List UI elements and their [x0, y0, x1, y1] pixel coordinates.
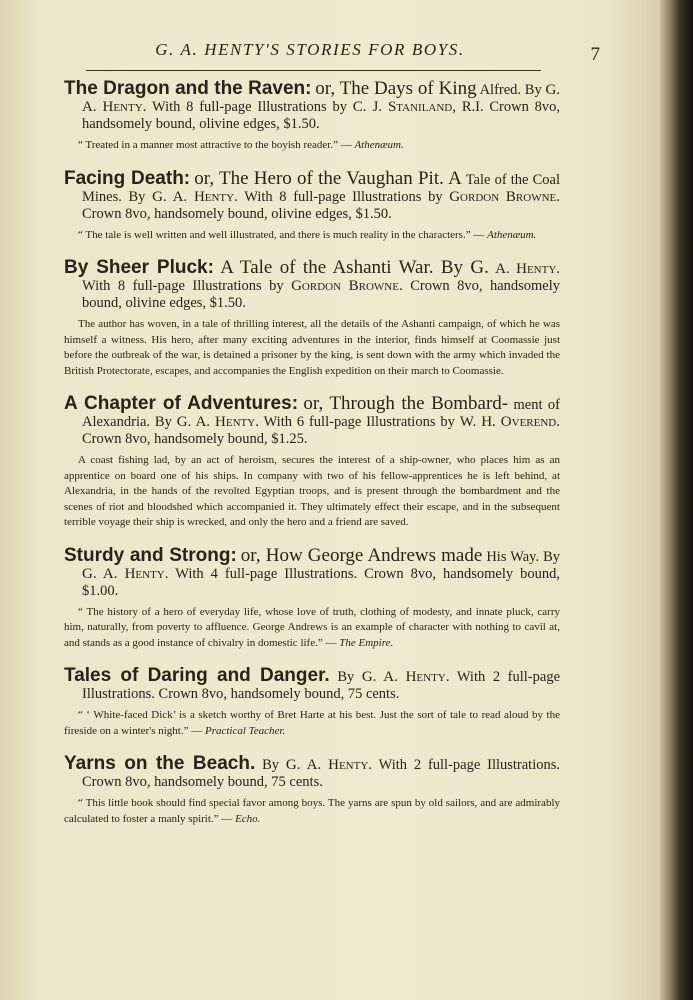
- header-rule: [86, 70, 541, 71]
- book-subtitle: or, The Days of King: [315, 78, 477, 99]
- book-author: G. A. Henty.: [176, 414, 259, 430]
- book-entry: [64, 259, 560, 379]
- review-quote: [64, 708, 560, 739]
- desc-text: With 8 full-page Illustrations by: [82, 278, 284, 294]
- book-title: Yarns on the Beach.: [64, 753, 256, 774]
- review-quote: [64, 453, 560, 531]
- book-description: [64, 80, 560, 133]
- book-entry: [64, 80, 560, 154]
- desc-text: By: [337, 669, 355, 685]
- book-author: G. A. Henty.: [82, 565, 169, 582]
- book-author: G. A. Henty.: [285, 757, 373, 773]
- book-spine: [660, 0, 693, 1000]
- book-title: The Dragon and the Raven:: [64, 78, 312, 99]
- desc-text: By: [262, 757, 280, 773]
- desc-text: His Way. By: [486, 548, 560, 565]
- running-head: G. A. HENTY'S STORIES FOR BOYS.: [155, 40, 465, 59]
- review-quote: [64, 228, 560, 244]
- book-title: Tales of Daring and Danger.: [64, 665, 330, 686]
- review-quote: [64, 605, 560, 652]
- book-entry: [64, 667, 560, 739]
- book-author: A. Henty.: [495, 261, 561, 277]
- book-subtitle: or, The Hero of the Vaughan Pit. A: [194, 167, 462, 189]
- quote-text: “ The tale is well written and well illustrated, and there is much reality in the characters.” —: [78, 228, 485, 241]
- book-illustrator: Gordon Browne.: [291, 278, 403, 294]
- desc-text: With 4 full-page Illustrations. Crown 8vo, handsomely bound, $1.00.: [82, 565, 560, 599]
- quote-text: “ The history of a hero of everyday life, whose love of truth, clothing of modesty, and innate pluck, carry him, naturally, from poverty to affluence. George Andrews is an example of character with nothing to cavil at, and stands as a good instance of chivalry in domestic life.” —: [64, 605, 560, 649]
- book-title: Sturdy and Strong:: [64, 544, 237, 566]
- book-illustrator: W. H. Overend.: [459, 414, 560, 430]
- book-title: Facing Death:: [64, 167, 191, 189]
- book-title: A Chapter of Adventures:: [64, 393, 299, 414]
- quote-source: Athenæum.: [487, 228, 537, 241]
- book-illustrator: C. J. Staniland,: [352, 99, 456, 115]
- book-title: By Sheer Pluck:: [64, 257, 214, 278]
- desc-text: With 6 full-page Illustrations by: [263, 414, 455, 430]
- quote-source: The Empire.: [339, 636, 394, 649]
- review-quote: [64, 796, 560, 827]
- book-entry: [64, 395, 560, 531]
- review-quote: [64, 317, 560, 379]
- quote-text: The author has woven, in a tale of thrilling interest, all the details of the Ashanti campaign, of which he was himself a witness. His hero, after many exciting adventures in the interior, finds himself at Coomassie just before the outbreak of the war, is detained a prisoner by the king, is sent down with the army which invaded the British Protectorate, escapes, and accompanies the English expedition on their march to Coomassie.: [64, 318, 560, 377]
- book-description: [64, 167, 561, 223]
- book-illustrator: Gordon Browne.: [449, 188, 561, 205]
- desc-text: With 2 full-page Illustrations. Crown 8vo, handsomely bound, 75 cents.: [82, 757, 561, 790]
- book-description: [64, 667, 560, 703]
- desc-text: Crown 8vo, handsomely bound, olivine edges, $1.50.: [82, 205, 392, 222]
- quote-source: Practical Teacher.: [204, 724, 286, 737]
- book-description: [64, 544, 560, 600]
- book-author: G. A. Henty.: [82, 82, 561, 115]
- quote-source: Echo.: [235, 812, 261, 825]
- desc-text: ment of Alexandria. By: [82, 397, 560, 430]
- desc-text: With 2 full-page Illustrations. Crown 8vo, handsomely bound, 75 cents.: [82, 669, 560, 702]
- quote-text: A coast fishing lad, by an act of heroism, secures the interest of a ship-owner, who places him as an apprentice on board one of his ships. In company with two of his fellow-apprentices he is left behind, at Alexandria, in the hands of the revolted Egyptian troops, and is present through the bombardment and the scenes of riot and bloodshed which accompanied it. They ultimately effect their escape, and in the subsequent terrible voyage their ship is wrecked, and only the hero and a friend are saved.: [64, 454, 560, 528]
- book-description: [64, 395, 560, 448]
- page-header: [60, 40, 600, 66]
- desc-text: Crown 8vo, handsomely bound, olivine edges, $1.50.: [82, 278, 561, 311]
- desc-text: Crown 8vo, handsomely bound, $1.25.: [82, 431, 308, 447]
- book-entry: [64, 544, 560, 652]
- quote-source: Athenæum.: [354, 139, 404, 151]
- book-subtitle: A Tale of the Ashanti War. By G.: [220, 257, 489, 278]
- quote-text: “ This little book should find special favor among boys. The yarns are spun by old sailors, and are admirably calculated to foster a manly spirit.” —: [64, 797, 560, 825]
- book-subtitle: or, Through the Bombard-: [303, 393, 509, 414]
- book-subtitle: or, How George Andrews made: [240, 544, 483, 566]
- book-entry: [64, 167, 561, 244]
- book-author: G. A. Henty.: [361, 669, 450, 685]
- review-quote: [64, 138, 560, 154]
- quote-text: “ Treated in a manner most attractive to the boyish reader.” —: [78, 139, 352, 151]
- book-list: [64, 80, 560, 843]
- desc-text: With 8 full-page Illustrations by: [151, 99, 347, 115]
- desc-text: R.I. Crown 8vo, handsomely bound, olivine edges, $1.50.: [82, 99, 561, 132]
- book-description: [64, 755, 560, 791]
- quote-text: “ ‘ White-faced Dick’ is a sketch worthy of Bret Harte at his best. Just the sort of tale to read aloud by the fireside on a winter's night.” —: [64, 709, 560, 737]
- book-description: [64, 259, 560, 312]
- desc-text: Tale of the Coal Mines. By: [82, 171, 561, 205]
- desc-text: With 8 full-page Illustrations by: [244, 188, 443, 205]
- page-number: 7: [590, 44, 600, 65]
- book-entry: [64, 755, 560, 827]
- book-author: G. A. Henty.: [152, 188, 238, 205]
- desc-text: Alfred. By: [479, 82, 542, 98]
